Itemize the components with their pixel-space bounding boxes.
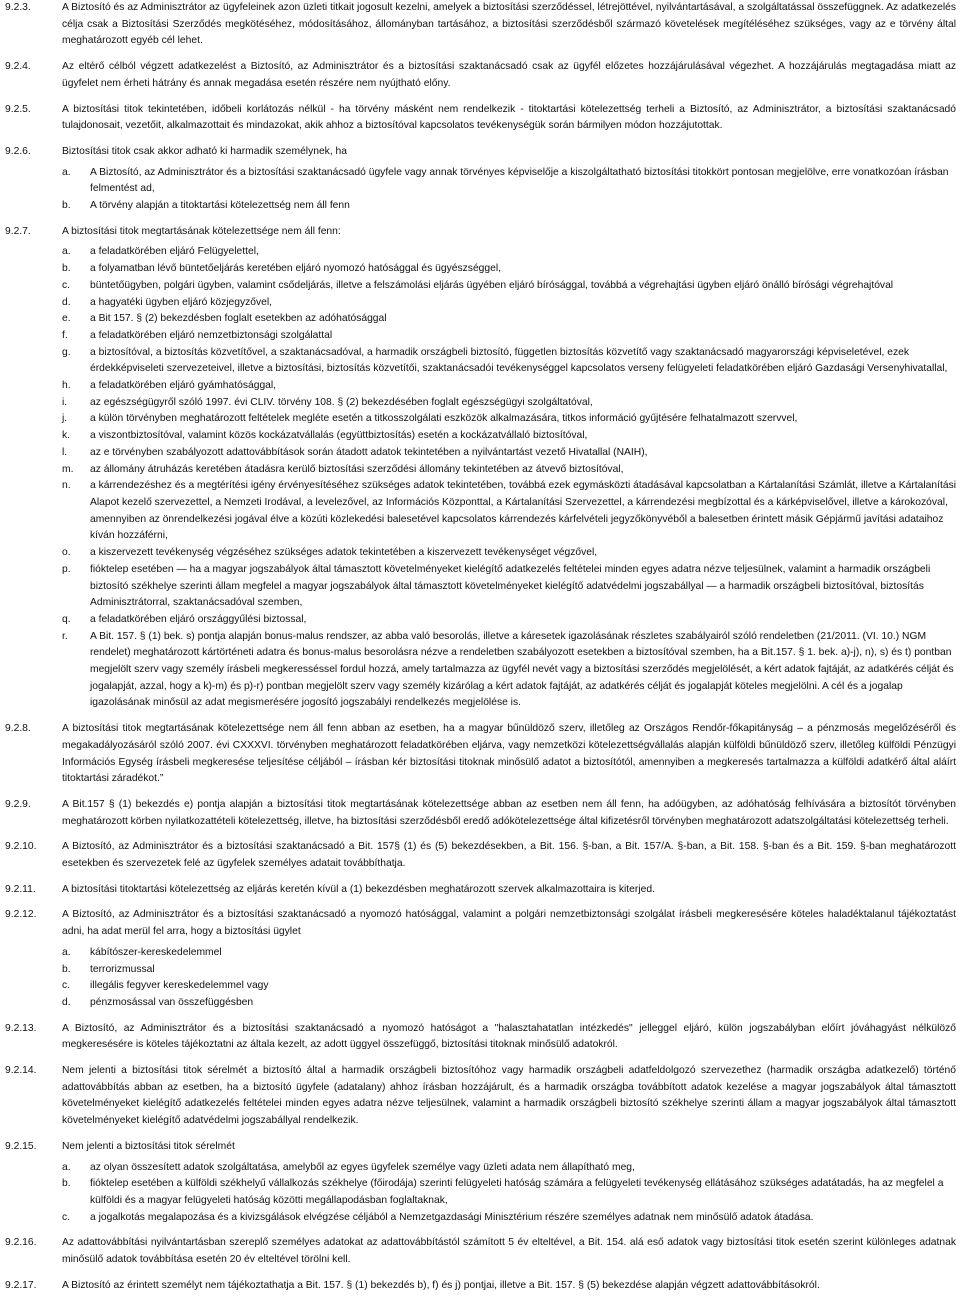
list-item-letter: d. — [62, 296, 71, 308]
list-item-text: A törvény alapján a titoktartási kötelezettség nem áll fenn — [90, 200, 350, 212]
list-item-letter: a. — [62, 946, 71, 958]
list-item-text: kábítószer-kereskedelemmel — [90, 946, 222, 958]
section-9-2-10 — [0, 839, 960, 872]
section-number: 9.2.4. — [5, 61, 31, 73]
list-item — [0, 165, 960, 198]
list-item-text: az állomány átruházás keretében átadásra kerülő biztosítási szerződési állomány tekintetében az átvevő biztosítóval, — [90, 463, 624, 475]
list-item — [0, 378, 960, 395]
section-number: 9.2.7. — [5, 225, 31, 237]
list-item-text: a kiszervezett tevékenység végzéséhez szükséges adatok tekintetében a kiszervezett tevékenységet végzővel, — [90, 547, 598, 559]
section-number: 9.2.11. — [5, 883, 36, 895]
list-item-letter: o. — [62, 547, 71, 559]
list-item — [0, 395, 960, 412]
list-item-text: a kárrendezéshez és a megtérítési igény érvényesítéséhez szükséges adatok tekintetében, továbbá ezek egymásközti átadásával kapcsolatban a Kártalanítási Számlát, illetve a Kártalanítási Alapot kezelő szervezettel, a Nemzeti Irodával, a levelezővel, az Információs Központtal, a Kártalanítási Szervezettel, a kárrendezési megbízottal és a kárképviselővel, illetve a károkozóval, amennyiben az önrendelkezési jogával élve a közúti közlekedési balesetével kapcsolatos kárrendezés kárfelvételi jegyzőkönyvéből a balesetben érintett másik Gépjármű javítási adataihoz kíván hozzáférni, — [90, 480, 957, 542]
list-item — [0, 462, 960, 479]
list-item-text: a Bit 157. § (2) bekezdésben foglalt esetekben az adóhatósággal — [90, 313, 387, 325]
section-9-2-13 — [0, 1021, 960, 1054]
section-9-2-16 — [0, 1235, 960, 1268]
list-item-letter: b. — [62, 263, 71, 275]
list-item-letter: c. — [62, 980, 71, 992]
list-item-text: A Bit. 157. § (1) bek. s) pontja alapján bonus-malus rendszer, az abba való besorolás, illetve a káresetek igazolásának részletes szabályairól szóló rendeletben (21/2011. (VI. 10.) NGM rendelet) meghatározott kártörténeti adatra és bonus-malus besorolásra nézve a rendeletben szabályozott esetekben a biztosítóval szemben, ha a Bit.157. § 1. bek. a)-j), n), s) és t) pontban megjelölt szerv vagy személy írásbeli megkeresséssel fordul hozzá, amely tartalmazza az ügyfél nevét vagy a biztosítási szerződés megjelölését, a kért adatok fajtáját, az adatkérés célját és jogalapját, azzal, hogy a k)-m) és p)-r) pontban megjelölt szerv vagy személy kizárólag a kért adatok fajtáját, az adatkérés célját és jogalapját köteles megjelölni. A cél és a jogalap igazolásának minősül az adat megismerésére jogosító jogszabályi rendelkezés megjelölése is. — [90, 630, 954, 709]
list-item — [0, 295, 960, 312]
list-item-letter: j. — [62, 413, 68, 425]
section-text: A Biztosító, az Adminisztrátor és a biztosítási szaktanácsadó a Bit. 157§ (1) és (5) bekezdésekben, a Bit. 156. §-ban, a Bit. 157/A. §-ban, a Bit. 158. §-ban és a Bit. 159. §-ban meghatározott esetekben és szervezetek felé az ügyfelek személyes adatait továbbíthatja. — [62, 841, 956, 870]
list-item-letter: b. — [62, 200, 71, 212]
section-text: Biztosítási titok csak akkor adható ki harmadik személynek, ha — [62, 145, 348, 157]
list-item-text: terrorizmussal — [90, 963, 155, 975]
list-item-letter: b. — [62, 1178, 71, 1190]
list-item — [0, 1210, 960, 1227]
list-item — [0, 562, 960, 612]
list-item — [0, 198, 960, 215]
list-item-text: a külön törvényben meghatározott feltételek megléte esetén a titkosszolgálati eszközök alkalmazására, titkos információ gyűjtésére felhatalmazott szervvel, — [90, 413, 798, 425]
list-item — [0, 244, 960, 261]
section-number: 9.2.10. — [5, 841, 37, 853]
list-item-letter: d. — [62, 996, 71, 1008]
list-item-text: büntetőügyben, polgári ügyben, valamint csődeljárás, illetve a felszámolási eljárás ügyében eljáró bírósággal, továbbá a végrehajtási ügyben eljáró önálló bírósági végrehajtóval — [90, 279, 894, 291]
list-item-text: az olyan összesített adatok szolgáltatása, amelyből az egyes ügyfelek személye vagy üzleti adata nem állapítható meg, — [90, 1161, 635, 1173]
list-item — [0, 1160, 960, 1177]
list-item-letter: c. — [62, 1211, 71, 1223]
list-item-letter: g. — [62, 346, 71, 358]
section-text: Nem jelenti a biztosítási titok sérelmét a biztosító által a harmadik országbeli biztosítóhoz vagy harmadik országbeli adatfeldolgozó szervezethez (harmadik országba adatkezelő) történő adattovábbítás abban az esetben, ha a biztosító ügyfele (adatalany) ahhoz írásban hozzájárult, és a harmadik országba továbbított adatok kezelése a magyar jogszabályok által támasztott követelményeket kielégítő adatkezelés feltételei minden egyes adatra nézve teljesülnek, valamint a harmadik országbeli biztosító székhelye szerinti állam a magyar jogszabályok által támasztott követelményeket kielégítő adatvédelmi jogszabállyal rendelkezik. — [62, 1065, 956, 1127]
list-item-letter: h. — [62, 380, 71, 392]
list-item-letter: a. — [62, 1161, 71, 1173]
section-number: 9.2.14. — [5, 1065, 37, 1077]
list-item — [0, 995, 960, 1012]
section-text: Nem jelenti a biztosítási titok sérelmét — [62, 1140, 235, 1152]
list-item — [0, 945, 960, 962]
list-item-text: az e törvényben szabályozott adattovábbítások során átadott adatok tekintetében a nyilvántartást vezető Hivatallal (NAIH), — [90, 446, 648, 458]
list-item-letter: l. — [62, 446, 68, 458]
list-item-letter: r. — [62, 630, 68, 642]
section-9-2-3 — [0, 0, 960, 50]
list-item-text: fióktelep esetében — ha a magyar jogszabályok által támasztott követelményeket kielégítő adatkezelés feltételei minden egyes adatra nézve teljesülnek, valamint a harmadik országbeli biztosító székhelye szerinti állam megfelel a magyar jogszabályok által támasztott követelményeket kielégítő adatvédelmi jogszabállyal — a harmadik országbeli biztosítóval, biztosítás Adminisztrátorral, szaktanácsadóval szemben, — [90, 563, 931, 609]
list-item — [0, 278, 960, 295]
section-text: A Biztosító és az Adminisztrátor az ügyfeleinek azon üzleti titkait jogosult kezelni, amelyek a biztosítási szerződéssel, létrejöttével, nyilvántartásával, a szolgáltatással összefüggnek. Az adatkezelés célja csak a Biztosítási Szerződés megkötéséhez, módosításához, állományban tartásához, a biztosítási szerződésből származó követelések megítéléséhez szükséges, vagy az e törvény által meghatározott egyéb cél lehet. — [62, 2, 956, 47]
section-9-2-4 — [0, 59, 960, 92]
section-number: 9.2.8. — [5, 723, 31, 735]
section-9-2-9 — [0, 797, 960, 830]
list-item-text: illegális fegyver kereskedelemmel vagy — [90, 980, 269, 992]
section-number: 9.2.16. — [5, 1237, 37, 1249]
section-number: 9.2.15. — [5, 1140, 37, 1152]
section-text: A Biztosító, az Adminisztrátor és a biztosítási szaktanácsadó a nyomozó hatósággal, valamint a polgári nemzetbiztonsági szolgálat írásbeli megkeresésére köteles haladéktalanul tájékoztatást adni, ha adat merül fel arra, hogy a biztosítási ügylet — [62, 909, 956, 938]
list-item-text: a feladatkörében eljáró Felügyelettel, — [90, 246, 259, 258]
list-item — [0, 445, 960, 462]
list-item — [0, 612, 960, 629]
list-item-text: a feladatkörében eljáró gyámhatósággal, — [90, 380, 277, 392]
section-text: A biztosítási titok megtartásának kötelezettsége nem áll fenn abban az esetben, ha a magyar bűnüldöző szerv, illetőleg az Országos Rendőr-főkapitányság – a pénzmosás megelőzéséről és megakadályozásáról szóló 2007. évi CXXXVI. törvényben meghatározott feladatkörében eljárva, vagy nemzetközi kötelezettségvállalás alapján külföldi bűnüldöző szerv, illetőleg külföldi Pénzügyi Információs Egység írásbeli megkeresése teljesítése céljából – írásban kér biztosítási titoknak minősülő adatot a biztosítótól, amennyiben a megkeresés tartalmazza a külföldi adatkérő által aláírt titoktartási záradékot.” — [62, 723, 956, 785]
list-item-text: az egészségügyről szóló 1997. évi CLIV. törvény 108. § (2) bekezdésében foglalt egészségügyi szolgáltatóval, — [90, 396, 593, 408]
section-9-2-15 — [0, 1139, 960, 1156]
list-item — [0, 411, 960, 428]
list-item-text: a jogalkotás megalapozása és a kivizsgálások elvégzése céljából a Nemzetgazdasági Minisztérium részére személyes adatnak nem minősülő adatok átadása. — [90, 1211, 814, 1223]
section-number: 9.2.5. — [5, 103, 31, 115]
section-number: 9.2.13. — [5, 1022, 37, 1034]
list-item — [0, 345, 960, 378]
list-item-text: fióktelep esetében a külföldi székhelyű vállalkozás székhelye (főirodája) szerinti felügyeleti hatóság számára a felügyeleti tevékenység ellátásához szükséges adatátadás, ha az megfelel a külföldi és a magyar felügyeleti hatóság közötti megállapodásban foglaltaknak, — [90, 1178, 944, 1206]
list-item-text: a viszontbiztosítóval, valamint közös kockázatvállalás (együttbiztosítás) esetén a kockázatvállaló biztosítóval, — [90, 430, 588, 442]
list-item — [0, 261, 960, 278]
list-item-letter: q. — [62, 613, 71, 625]
list-item — [0, 328, 960, 345]
list-item — [0, 629, 960, 713]
list-item-letter: k. — [62, 430, 71, 442]
list-item — [0, 962, 960, 979]
sub-list — [0, 1160, 960, 1227]
section-9-2-7 — [0, 224, 960, 241]
list-item-letter: f. — [62, 329, 68, 341]
list-item — [0, 428, 960, 445]
section-text: A biztosítási titoktartási kötelezettség az eljárás keretén kívül a (1) bekezdésben meghatározott szervek alkalmazottaira is kiterjed. — [62, 883, 655, 895]
section-text: A Bit.157 § (1) bekezdés e) pontja alapján a biztosítási titok megtartásának kötelezettsége abban az esetben nem áll fenn, ha adóügyben, az adóhatóság felhívására a biztosítót törvényben meghatározott körben nyilatkozattételi kötelezettség, illetve, ha biztosítási szerződésből eredő adókötelezettsége által kifizetésről törvényben meghatározott adatszolgáltatási kötelezettség terheli. — [62, 798, 956, 827]
list-item-letter: e. — [62, 313, 71, 325]
list-item-text: a feladatkörében eljáró nemzetbiztonsági szolgálattal — [90, 329, 333, 341]
list-item — [0, 978, 960, 995]
list-item-text: a hagyatéki ügyben eljáró közjegyzővel, — [90, 296, 273, 308]
sub-list — [0, 945, 960, 1012]
section-number: 9.2.12. — [5, 909, 37, 921]
list-item — [0, 545, 960, 562]
list-item-letter: p. — [62, 563, 71, 575]
list-item-text: a biztosítóval, a biztosítás közvetítővel, a szaktanácsadóval, a harmadik országbeli biztosító, független biztosítás közvetítő vagy szaktanácsadó magyarországi képviseletével, ezek érdekképviseleti szervezeteivel, illetve a biztosítási, biztosítás közvetítői, szaktanácsadói tevékenységgel kapcsolatos verseny felügyeleti feladatkörében eljáró Gazdasági Versenyhivatallal, — [90, 346, 948, 375]
list-item-letter: m. — [62, 463, 74, 475]
list-item-text: pénzmosással van összefüggésben — [90, 996, 254, 1008]
list-item — [0, 478, 960, 545]
section-text: A Biztosító az érintett személyt nem tájékoztathatja a Bit. 157. § (1) bekezdés b), f) és j) pontjai, illetve a Bit. 157. § (5) bekezdése alapján végzett adattovábbításokról. — [62, 1279, 820, 1291]
list-item — [0, 311, 960, 328]
section-number: 9.2.6. — [5, 145, 31, 157]
list-item-letter: i. — [62, 396, 68, 408]
section-9-2-8 — [0, 721, 960, 788]
list-item — [0, 1176, 960, 1209]
section-number: 9.2.9. — [5, 798, 31, 810]
list-item-letter: a. — [62, 246, 71, 258]
section-text: A biztosítási titok megtartásának kötelezettsége nem áll fenn: — [62, 225, 341, 237]
list-item-text: A Biztosító, az Adminisztrátor és a biztosítási szaktanácsadó ügyfele vagy annak törvényes képviselője a kiszolgáltatható biztosítási titokkört pontosan megjelölve, erre vonatkozóan írásban felmentést ad, — [90, 166, 949, 195]
section-9-2-11 — [0, 882, 960, 899]
list-item-text: a folyamatban lévő büntetőeljárás keretében eljáró nyomozó hatósággal és ügyészséggel, — [90, 263, 501, 275]
section-9-2-6 — [0, 144, 960, 161]
section-9-2-12 — [0, 907, 960, 940]
list-item-text: a feladatkörében eljáró országgyűlési biztossal, — [90, 613, 307, 625]
section-9-2-14 — [0, 1063, 960, 1130]
section-text: Az eltérő célból végzett adatkezelést a Biztosító, az Adminisztrátor és a biztosítási szaktanácsadó csak az ügyfél előzetes hozzájárulásával végezhet. A hozzájárulás megtagadása miatt az ügyfelet nem érheti hátrány és annak megadása esetén részére nem nyújtható előny. — [62, 61, 956, 89]
section-9-2-17 — [0, 1278, 960, 1295]
section-text: Az adattovábbítási nyilvántartásban szereplő személyes adatokat az adattovábbítástól számított 5 év elteltével, a Bit. 154. alá eső adatok vagy biztosítási titok esetén szerint különleges adatnak minősülő adatok továbbítása esetén 20 év elteltével törölni kell. — [62, 1237, 956, 1266]
section-number: 9.2.3. — [5, 2, 31, 13]
section-9-2-5 — [0, 102, 960, 135]
section-text: A biztosítási titok tekintetében, időbeli korlátozás nélkül - ha törvény másként nem rendelkezik - titoktartási kötelezettség terheli a Biztosító, az Adminisztrátor, a biztosítási szaktanácsadó tulajdonosait, vezetőit, alkalmazottait és mindazokat, akik ahhoz a biztosítóval kapcsolatos tevékenységük során bármilyen módon hozzájutottak. — [62, 103, 956, 132]
list-item-letter: b. — [62, 963, 71, 975]
list-item-letter: a. — [62, 166, 71, 178]
sub-list — [0, 244, 960, 712]
list-item-letter: n. — [62, 480, 71, 492]
section-text: A Biztosító, az Adminisztrátor és a biztosítási szaktanácsadó a nyomozó hatóságot a "halasztahatatlan intézkedés" jelleggel eljáró, külön jogszabályban előírt jóváhagyást nélkülöző megkeresésére is köteles tájékoztatni az általa kezelt, az adott üggyel összefüggő, biztosítási titoknak minősülő adatokról. — [62, 1022, 956, 1051]
section-number: 9.2.17. — [5, 1279, 37, 1291]
sub-list — [0, 165, 960, 215]
list-item-letter: c. — [62, 279, 71, 291]
